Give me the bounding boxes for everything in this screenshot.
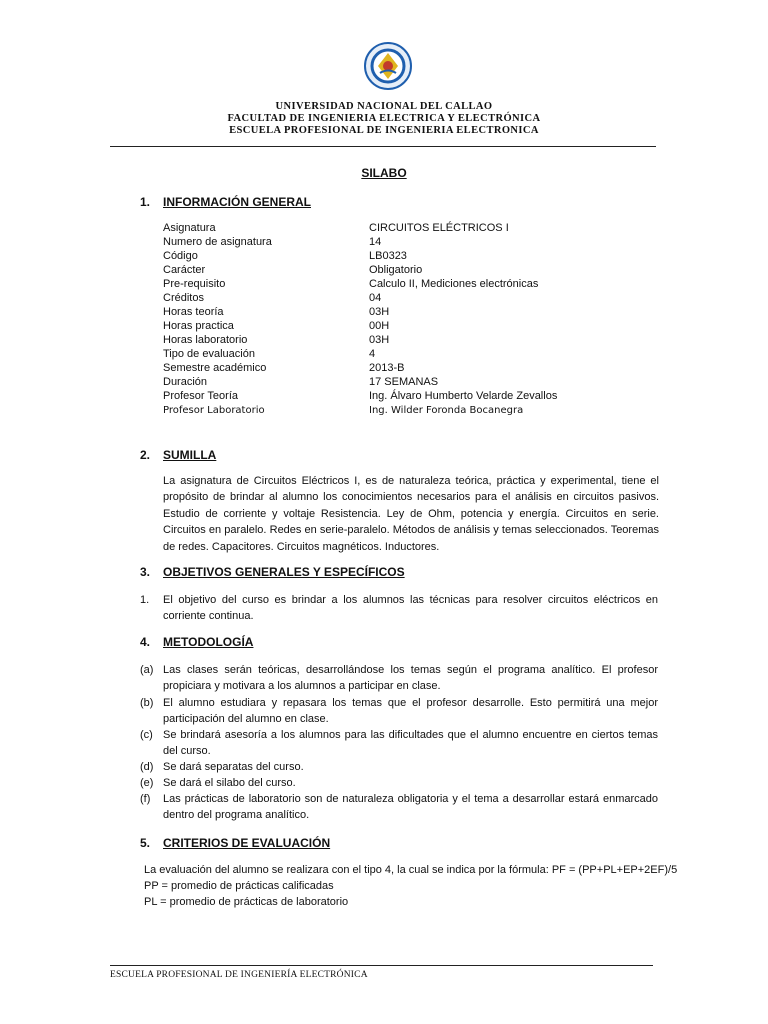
info-key: Profesor Laboratorio xyxy=(163,405,265,416)
method-item xyxy=(140,791,658,824)
method-item xyxy=(140,759,658,775)
info-row xyxy=(163,277,557,291)
info-value: 17 SEMANAS xyxy=(369,376,439,388)
info-value: CIRCUITOS ELÉCTRICOS I xyxy=(369,222,509,234)
info-row xyxy=(163,319,557,333)
info-row xyxy=(163,333,557,347)
info-key: Pre-requisito xyxy=(163,278,226,290)
section-label: CRITERIOS DE EVALUACIÓN xyxy=(163,836,331,850)
info-value: 04 xyxy=(369,292,382,304)
info-row xyxy=(163,305,557,319)
info-value: Ing. Wilder Foronda Bocanegra xyxy=(369,405,524,416)
info-key: Horas teoría xyxy=(163,306,224,318)
evaluation-block xyxy=(144,862,677,910)
section-heading xyxy=(140,836,330,850)
section-number: 1. xyxy=(140,195,151,209)
method-mark: (a) xyxy=(140,664,154,676)
objective-number: 1. xyxy=(140,594,150,606)
info-row xyxy=(163,263,557,277)
method-mark: (e) xyxy=(140,777,154,789)
section-label: INFORMACIÓN GENERAL xyxy=(163,195,311,209)
info-key: Código xyxy=(163,250,198,262)
method-item xyxy=(140,695,658,728)
footer-divider xyxy=(110,965,653,966)
info-key: Horas laboratorio xyxy=(163,334,248,346)
section-heading xyxy=(140,448,216,462)
footer-text: ESCUELA PROFESIONAL DE INGENIERÍA ELECTRÓNICA xyxy=(110,970,368,980)
info-key: Carácter xyxy=(163,264,206,276)
method-text: Las clases serán teóricas, desarrollándose los temas según el programa analítico. El profesor propiciara y motivara a los alumnos a participar en clase. xyxy=(163,664,658,693)
info-value: LB0323 xyxy=(369,250,407,262)
info-value: 03H xyxy=(369,306,390,318)
info-key: Numero de asignatura xyxy=(163,236,272,248)
method-mark: (b) xyxy=(140,697,154,709)
method-item xyxy=(140,727,658,760)
info-key: Horas practica xyxy=(163,320,234,332)
section-label: METODOLOGÍA xyxy=(163,635,254,649)
info-row xyxy=(163,249,557,263)
info-key: Semestre académico xyxy=(163,362,267,374)
method-text: Se brindará asesoría a los alumnos para las dificultades que el alumno encuentre en ciertos temas del curso. xyxy=(163,729,658,758)
info-value: 03H xyxy=(369,334,390,346)
info-value: Calculo II, Mediciones electrónicas xyxy=(369,278,539,290)
method-item xyxy=(140,662,658,695)
info-row xyxy=(163,347,557,361)
section-number: 5. xyxy=(140,836,151,850)
method-text: Las prácticas de laboratorio son de naturaleza obligatoria y el tema a desarrollar estará enmarcado dentro del programa analítico. xyxy=(163,793,658,822)
objective-text: El objetivo del curso es brindar a los alumnos las técnicas para resolver circuitos eléctricos en corriente continua. xyxy=(163,594,658,623)
info-key: Asignatura xyxy=(163,222,216,234)
info-row xyxy=(163,291,557,305)
section-number: 4. xyxy=(140,635,151,649)
university-name: UNIVERSIDAD NACIONAL DEL CALLAO xyxy=(275,101,493,112)
evaluation-formula: La evaluación del alumno se realizara con el tipo 4, la cual se indica por la fórmula: PF = (PP+PL+EP+2EF)/5 xyxy=(144,864,678,876)
method-mark: (d) xyxy=(140,761,154,773)
info-key: Duración xyxy=(163,376,208,388)
info-row xyxy=(163,389,557,403)
method-item xyxy=(140,775,658,791)
info-value: Ing. Álvaro Humberto Velarde Zevallos xyxy=(369,390,558,402)
info-row xyxy=(163,361,557,375)
objective-item xyxy=(140,592,658,625)
section-heading xyxy=(140,635,253,649)
method-text: Se dará el silabo del curso. xyxy=(163,777,296,789)
section-heading xyxy=(140,195,311,209)
info-key: Créditos xyxy=(163,292,204,304)
evaluation-pp: PP = promedio de prácticas calificadas xyxy=(144,880,334,892)
info-key: Profesor Teoría xyxy=(163,390,239,402)
info-value: 00H xyxy=(369,320,390,332)
school-name: ESCUELA PROFESIONAL DE INGENIERIA ELECTRONICA xyxy=(229,125,539,136)
section-number: 2. xyxy=(140,448,151,462)
method-mark: (f) xyxy=(140,793,151,805)
method-text: Se dará separatas del curso. xyxy=(163,761,304,773)
method-mark: (c) xyxy=(140,729,153,741)
general-info-table xyxy=(163,221,557,418)
section-label: OBJETIVOS GENERALES Y ESPECÍFICOS xyxy=(163,565,405,579)
info-value: 4 xyxy=(369,348,376,360)
info-row xyxy=(163,221,557,235)
info-value: 2013-B xyxy=(369,362,405,374)
info-key: Tipo de evaluación xyxy=(163,348,255,360)
sumilla-paragraph: La asignatura de Circuitos Eléctricos I, es de naturaleza teórica, práctica y experimental, tiene el propósito de brindar al alumno los conocimientos necesarios para el análisis en circuitos pasivos. Estudio de corriente y voltaje Resistencia. Ley de Ohm, potencia y energía. Circuitos en serie. Circuitos en paralelo. Redes en serie-paralelo. Métodos de análisis y temas seleccionados. Teoremas de redes. Capacitores. Circuitos magnéticos. Inductores. xyxy=(163,475,659,553)
faculty-name: FACULTAD DE INGENIERIA ELECTRICA Y ELECTRÓNICA xyxy=(227,113,541,124)
section-label: SUMILLA xyxy=(163,448,217,462)
info-row xyxy=(163,404,557,418)
info-row xyxy=(163,375,557,389)
method-text: El alumno estudiara y repasara los temas que el profesor desarrolle. Esto permitirá una mejor participación del alumno en clase. xyxy=(163,697,658,726)
header-divider xyxy=(110,146,656,147)
document-title: SILABO xyxy=(361,166,407,180)
university-seal-logo xyxy=(364,42,412,90)
evaluation-pl: PL = promedio de prácticas de laboratorio xyxy=(144,896,349,908)
info-value: Obligatorio xyxy=(369,264,423,276)
info-row xyxy=(163,235,557,249)
section-heading xyxy=(140,565,405,579)
info-value: 14 xyxy=(369,236,382,248)
section-number: 3. xyxy=(140,565,151,579)
